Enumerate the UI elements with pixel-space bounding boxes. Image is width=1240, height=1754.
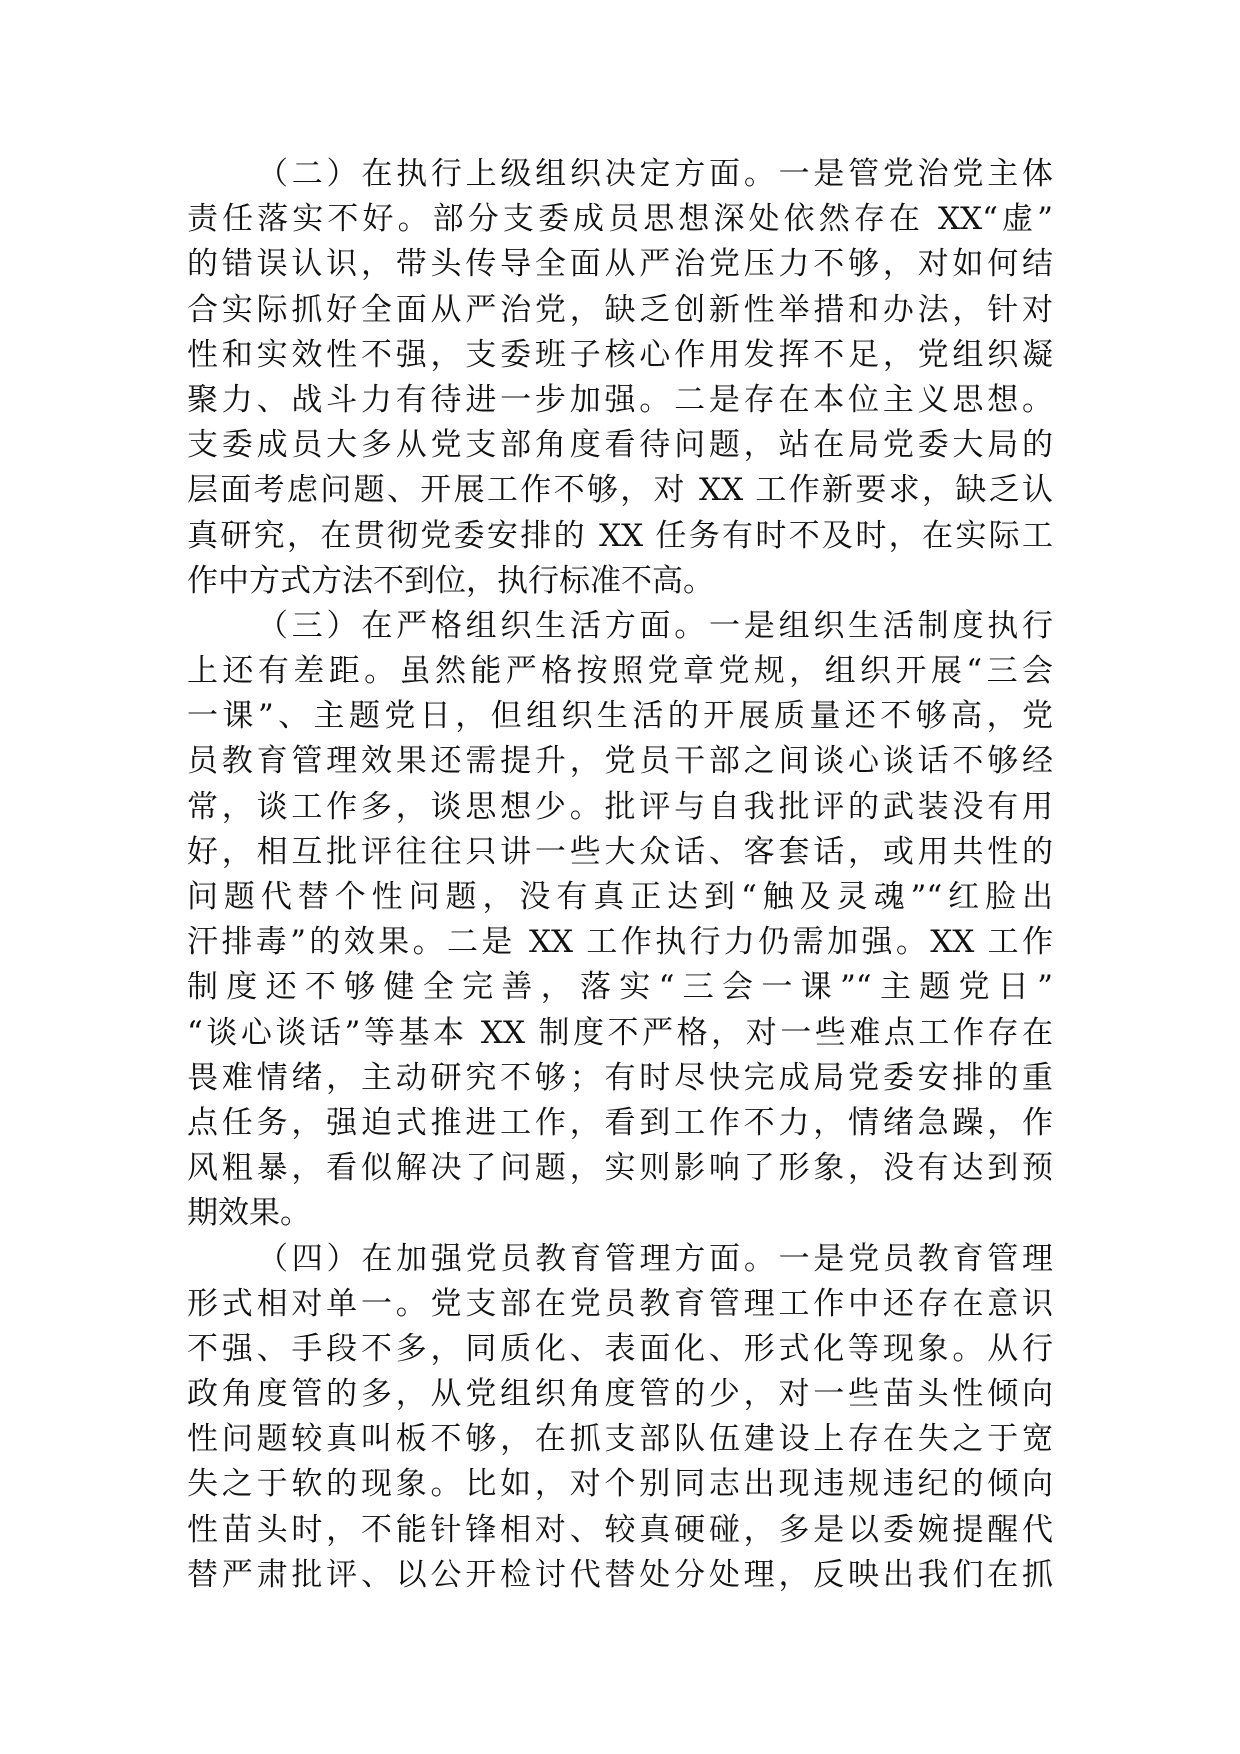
paragraph-line: 畏难情绪，主动研究不够；有时尽快完成局党委安排的重 — [187, 1059, 1053, 1096]
paragraph-line: 点任务，强迫式推进工作，看到工作不力，情绪急躁，作 — [187, 1104, 1053, 1141]
paragraph-line: 性问题较真叫板不够，在抓支部队伍建设上存在失之于宽 — [187, 1421, 1053, 1458]
paragraph-line: 期效果。 — [187, 1195, 311, 1232]
paragraph-line: 制度还不够健全完善，落实“三会一课”“主题党日” — [187, 969, 1053, 1006]
paragraph-line: 问题代替个性问题，没有真正达到“触及灵魂”“红脸出 — [187, 879, 1053, 915]
paragraph-line: 层面考虑问题、开展工作不够，对 XX 工作新要求，缺乏认 — [187, 472, 1053, 509]
paragraph-line: 好，相互批评往往只讲一些大众话、客套话，或用共性的 — [187, 833, 1053, 870]
paragraph-line: 责任落实不好。部分支委成员思想深处依然存在 XX“虚” — [187, 201, 1053, 238]
document-body — [187, 152, 1053, 1598]
paragraph-line: 支委成员大多从党支部角度看待问题，站在局党委大局的 — [187, 427, 1053, 464]
paragraph-line: 政角度管的多，从党组织角度管的少，对一些苗头性倾向 — [187, 1376, 1053, 1413]
paragraph-line: 失之于软的现象。比如，对个别同志出现违规违纪的倾向 — [187, 1466, 1053, 1503]
paragraph-line: 真研究，在贯彻党委安排的 XX 任务有时不及时，在实际工 — [187, 517, 1053, 554]
paragraph-section-2 — [187, 152, 1053, 604]
paragraph-line: 形式相对单一。党支部在党员教育管理工作中还存在意识 — [187, 1285, 1053, 1322]
paragraph-line: 替严肃批评、以公开检讨代替处分处理，反映出我们在抓 — [187, 1556, 1053, 1593]
paragraph-section-4 — [187, 1237, 1053, 1599]
paragraph-line: 性和实效性不强，支委班子核心作用发挥不足，党组织凝 — [187, 336, 1053, 373]
paragraph-line: 一课”、主题党日，但组织生活的开展质量还不够高，党 — [187, 698, 1053, 735]
paragraph-line: （三）在严格组织生活方面。一是组织生活制度执行 — [257, 607, 1053, 644]
paragraph-line: （二）在执行上级组织决定方面。一是管党治党主体 — [257, 156, 1053, 192]
paragraph-line: 员教育管理效果还需提升，党员干部之间谈心谈话不够经 — [187, 743, 1053, 780]
paragraph-section-3 — [187, 604, 1053, 1237]
paragraph-line: 聚力、战斗力有待进一步加强。二是存在本位主义思想。 — [187, 381, 1053, 418]
paragraph-line: 风粗暴，看似解决了问题，实则影响了形象，没有达到预 — [187, 1150, 1053, 1187]
paragraph-line: 常，谈工作多，谈思想少。批评与自我批评的武装没有用 — [187, 788, 1053, 825]
paragraph-line: 性苗头时，不能针锋相对、较真硬碰，多是以委婉提醒代 — [187, 1511, 1053, 1548]
paragraph-line: （四）在加强党员教育管理方面。一是党员教育管理 — [257, 1240, 1053, 1277]
paragraph-line: “谈心谈话”等基本 XX 制度不严格，对一些难点工作存在 — [187, 1014, 1053, 1051]
paragraph-line: 作中方式方法不到位，执行标准不高。 — [187, 562, 714, 599]
paragraph-line: 的错误认识，带头传导全面从严治党压力不够，对如何结 — [187, 246, 1053, 283]
paragraph-line: 不强、手段不多，同质化、表面化、形式化等现象。从行 — [187, 1330, 1053, 1367]
paragraph-line: 合实际抓好全面从严治党，缺乏创新性举措和办法，针对 — [187, 291, 1053, 328]
paragraph-line: 汗排毒”的效果。二是 XX 工作执行力仍需加强。XX 工作 — [187, 924, 1053, 961]
paragraph-line: 上还有差距。虽然能严格按照党章党规，组织开展“三会 — [187, 653, 1053, 690]
